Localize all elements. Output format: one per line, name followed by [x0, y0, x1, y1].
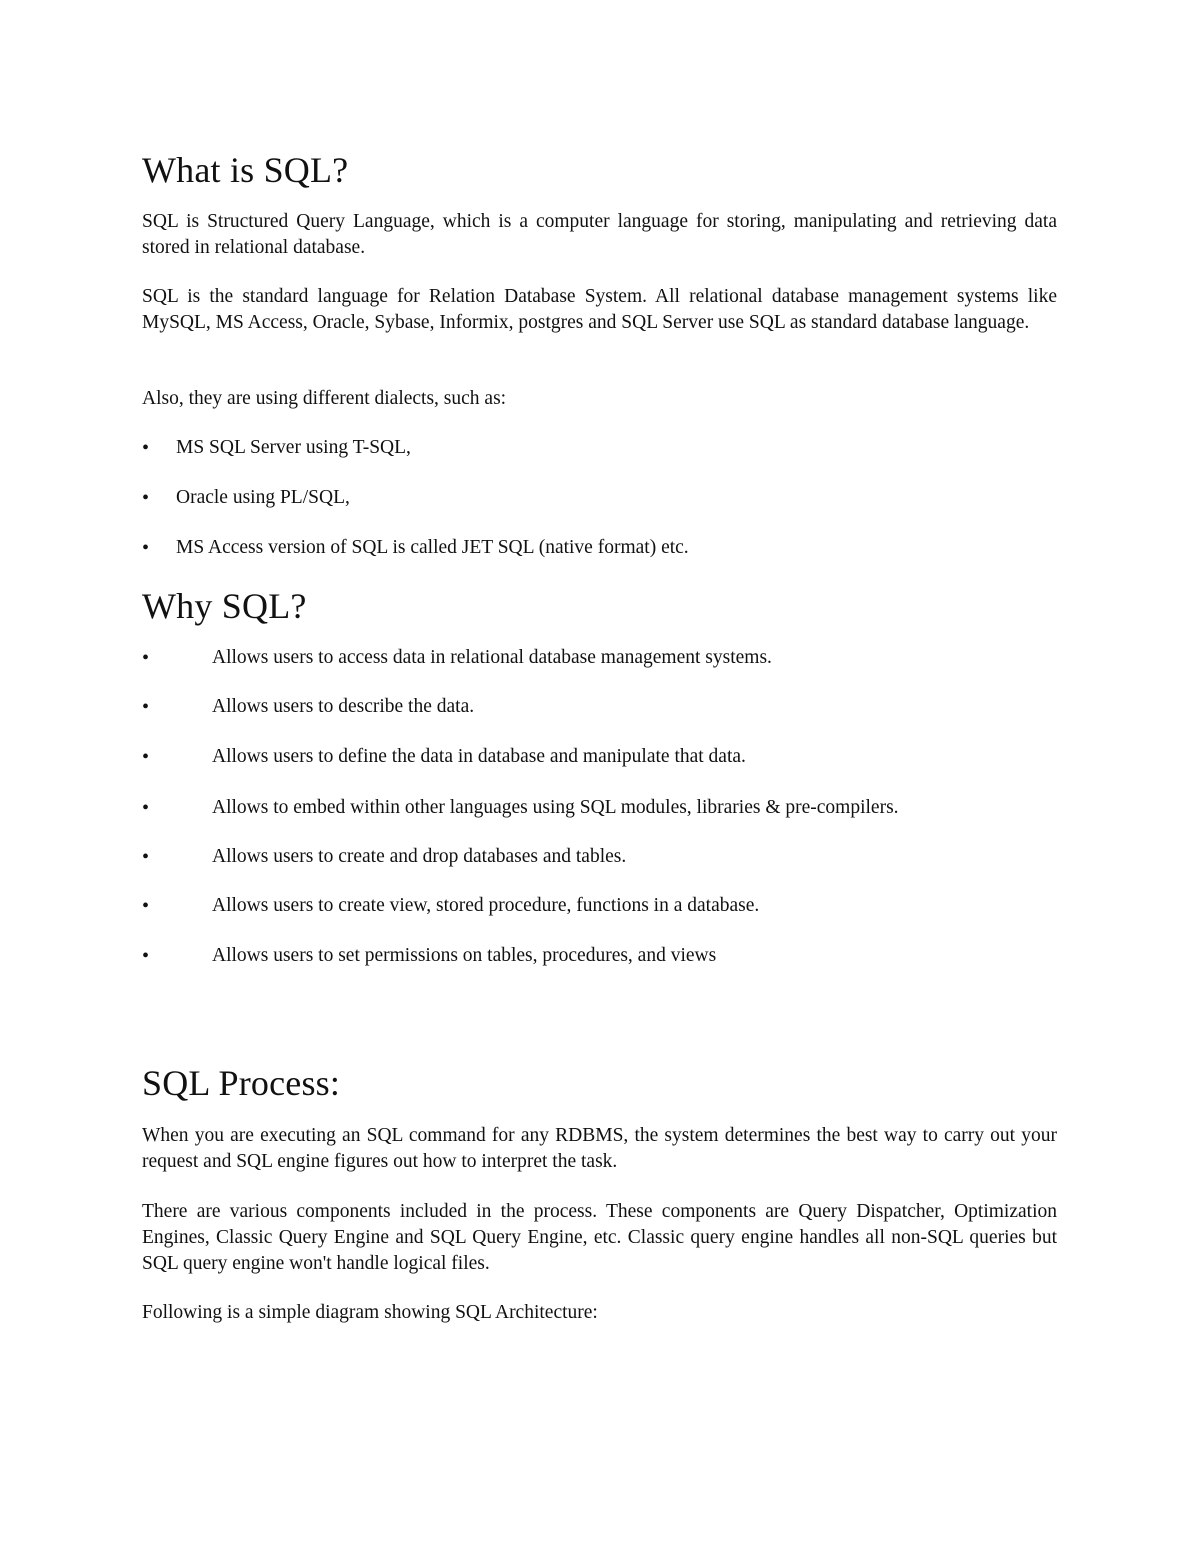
- why-item-text: Allows users to create view, stored procedure, functions in a database.: [212, 895, 760, 916]
- paragraph-sql-definition: SQL is Structured Query Language, which is a computer language for storing, manipulating and retrieving data stored in relational database.: [142, 211, 1057, 258]
- dialect-item-text: MS Access version of SQL is called JET SQL (native format) etc.: [176, 537, 689, 558]
- bullet-icon: •: [142, 846, 150, 868]
- why-item-text: Allows to embed within other languages using SQL modules, libraries & pre-compilers.: [212, 797, 899, 818]
- bullet-icon: •: [142, 537, 150, 559]
- dialect-item-text: MS SQL Server using T-SQL,: [176, 437, 411, 458]
- dialect-item-text: Oracle using PL/SQL,: [176, 487, 350, 508]
- paragraph-components: There are various components included in the process. These components are Query Dispatcher, Optimization Engines, Classic Query Engine and SQL Query Engine, etc. Classic query engine handles all non-SQL queries but SQL query engine won't handle logical files.: [142, 1201, 1057, 1274]
- paragraph-diagram-intro: Following is a simple diagram showing SQL Architecture:: [142, 1302, 598, 1323]
- bullet-icon: •: [142, 945, 150, 967]
- bullet-icon: •: [142, 696, 150, 718]
- paragraph-sql-command: When you are executing an SQL command for any RDBMS, the system determines the best way to carry out your request and SQL engine figures out how to interpret the task.: [142, 1125, 1057, 1172]
- bullet-icon: •: [142, 746, 150, 768]
- heading-sql-process: SQL Process:: [142, 1063, 341, 1103]
- why-item-text: Allows users to access data in relational database management systems.: [212, 647, 772, 668]
- paragraph-sql-standard: SQL is the standard language for Relation Database System. All relational database management systems like MySQL, MS Access, Oracle, Sybase, Informix, postgres and SQL Server use SQL as standard database language.: [142, 286, 1057, 333]
- why-item-text: Allows users to define the data in database and manipulate that data.: [212, 746, 746, 767]
- why-item-text: Allows users to create and drop databases and tables.: [212, 846, 627, 867]
- why-item-text: Allows users to set permissions on tables, procedures, and views: [212, 945, 717, 966]
- why-item-text: Allows users to describe the data.: [212, 696, 475, 717]
- heading-what-is-sql: What is SQL?: [142, 150, 349, 190]
- bullet-icon: •: [142, 437, 150, 459]
- bullet-icon: •: [142, 895, 150, 917]
- bullet-icon: •: [142, 797, 150, 819]
- bullet-icon: •: [142, 487, 150, 509]
- heading-why-sql: Why SQL?: [142, 586, 307, 626]
- bullet-icon: •: [142, 647, 150, 669]
- paragraph-dialects-intro: Also, they are using different dialects, such as:: [142, 388, 507, 409]
